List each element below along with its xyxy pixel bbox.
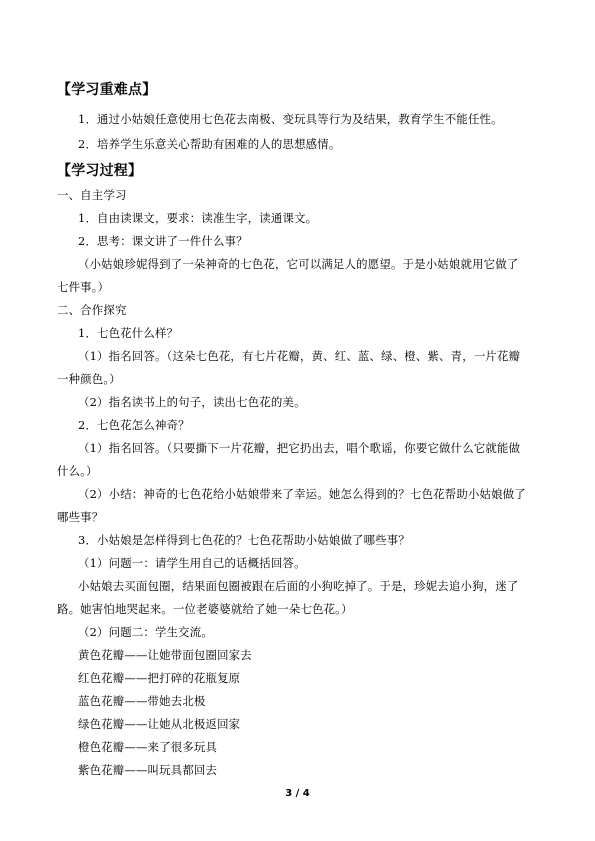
part2-q3-a1: （1）问题一：请学生用自己的话概括回答。 [78,556,306,570]
part1-item1: 1．自由读课文，要求：读准生字，读通课文。 [78,211,318,225]
petal-green: 绿色花瓣——让她从北极返回家 [78,717,241,731]
petal-orange: 橙色花瓣——来了很多玩具 [78,740,218,754]
part1-answer-line2: 七件事。） [57,280,110,294]
part2-q2-a2-line1: （2）小结：神奇的七色花给小姑娘带来了幸运。她怎么得到的？七色花帮助小姑娘做了 [78,487,526,501]
petal-purple: 紫色花瓣——叫玩具都回去 [78,763,218,777]
part2-title: 二、合作探究 [57,303,127,317]
part2-q2-a1-line1: （1）指名回答。（只要撕下一片花瓣，把它扔出去，唱个歌谣，你要它做什么它就能做 [78,441,521,455]
part1-answer-line1: （小姑娘珍妮得到了一朵神奇的七色花，它可以满足人的愿望。于是小姑娘就用它做了 [78,257,519,271]
part1-item2: 2．思考：课文讲了一件什么事？ [78,234,248,248]
petal-yellow: 黄色花瓣——让她带面包圈回家去 [78,648,252,662]
heading-process: 【学习过程】 [57,163,143,179]
part2-q3-a1-text-line1: 小姑娘去买面包圈，结果面包圈被跟在后面的小狗吃掉了。于是，珍妮去追小狗，迷了 [78,579,519,593]
part2-q3-a2: （2）问题二：学生交流。 [78,625,213,639]
part2-q1-a2: （2）指名读书上的句子，读出七色花的美。 [78,395,306,409]
key-point-2: 2．培养学生乐意关心帮助有困难的人的思想感情。 [78,137,341,151]
petal-blue: 蓝色花瓣——带她去北极 [78,694,206,708]
part2-q1: 1．七色花什么样？ [78,326,179,340]
heading-key-points: 【学习重难点】 [57,82,157,98]
part1-title: 一、自主学习 [57,188,127,202]
part2-q2-a2-line2: 哪些事？ [57,510,104,524]
key-point-1: 1．通过小姑娘任意使用七色花去南极、变玩具等行为及结果，教育学生不能任性。 [78,112,503,126]
part2-q2: 2．七色花怎么神奇？ [78,418,190,432]
part2-q3: 3．小姑娘是怎样得到七色花的？七色花帮助小姑娘做了哪些事？ [78,533,410,547]
part2-q3-a1-text-line2: 路。她害怕地哭起来。一位老婆婆就给了她一朵七色花。） [57,602,353,616]
page-number: 3 / 4 [285,788,310,799]
petal-red: 红色花瓣——把打碎的花瓶复原 [78,671,241,685]
part2-q1-a1-line2: 一种颜色。） [57,372,121,386]
part2-q2-a1-line2: 什么。） [57,464,98,478]
part2-q1-a1-line1: （1）指名回答。（这朵七色花，有七片花瓣，黄、红、蓝、绿、橙、紫、青，一片花瓣 [78,349,521,363]
